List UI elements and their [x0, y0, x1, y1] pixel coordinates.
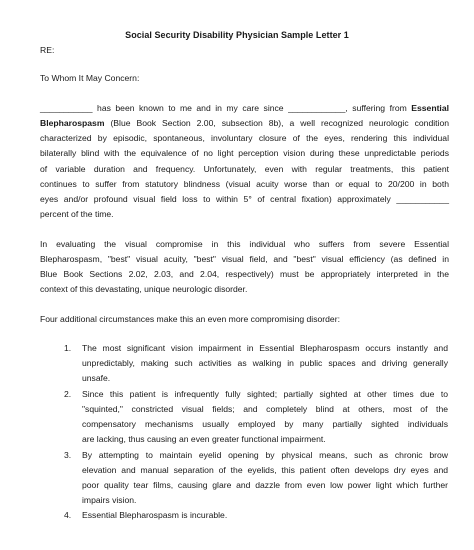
list-item-line: The most significant vision impairment in Essential Blepharospasm occurs instantly and: [82, 343, 448, 353]
list-item-line: poor quality tear films, causing glare and dazzle from even low power light which further: [82, 480, 448, 490]
paragraph1-line: continues to suffer from statutory blindness (visual acuity worse than or equal to 20/200 in both: [40, 179, 449, 189]
paragraph1-line: bilaterally blind with the equivalence of no light perception vision during these unpredictable periods: [40, 148, 449, 158]
paragraph1-line: [40, 118, 449, 129]
salutation: To Whom It May Concern:: [40, 73, 140, 83]
paragraph1-bold-text: Essential: [411, 103, 449, 113]
list-item-line: Since this patient is infrequently fully sighted; partially sighted at other times due to: [82, 389, 448, 399]
list-item-line: unsafe.: [82, 373, 111, 383]
list-item-number: 2.: [64, 389, 72, 399]
paragraph1-line: [40, 103, 449, 114]
list-item-line: impairs vision.: [82, 495, 137, 505]
paragraph2-line: Blepharospasm, "best" visual acuity, "best" visual field, and "best" visual efficiency (as defined in: [40, 254, 449, 264]
list-item-number: 3.: [64, 450, 72, 460]
paragraph1-line: characterized by episodic, spontaneous, involuntary closure of the eyes, rendering this individual: [40, 133, 449, 143]
list-item-number: 4.: [64, 510, 72, 520]
paragraph2-line: Blue Book Sections 2.02, 2.03, and 2.04, respectively) must be appropriately interpreted in the: [40, 269, 449, 279]
paragraph3: Four additional circumstances make this an even more compromising disorder:: [40, 314, 340, 324]
paragraph2-line: In evaluating the visual compromise in this individual who suffers from severe Essential: [40, 239, 449, 249]
paragraph1-bold-text: Blepharospasm: [40, 118, 105, 128]
paragraph1-text: ___________ has been known to me and in my care since ____________, suffering from: [40, 103, 412, 113]
list-item-line: unpredictably, making such activities as walking in public spaces and driving generally: [82, 358, 448, 368]
list-item-line: are lacking, thus causing an even greater functional impairment.: [82, 434, 326, 444]
paragraph1-line: eyes and/or profound visual field loss to within 5° of central fixation) approximately ___________: [40, 194, 449, 204]
list-item-line: Essential Blepharospasm is incurable.: [82, 510, 228, 520]
paragraph1-line: of variable duration and frequency. Unfortunately, even with regular treatments, this patient: [40, 164, 449, 174]
list-item-line: elevation and manual separation of the eyelids, this patient often develops dry eyes and: [82, 465, 448, 475]
re-line: RE:: [40, 45, 55, 55]
list-item-line: "squinted," constricted visual fields; and completely blind at others, most of the: [82, 404, 448, 414]
letter-title: Social Security Disability Physician Sample Letter 1: [125, 30, 349, 40]
paragraph1-text: (Blue Book Section 2.00, subsection 8b), a well recognized neurologic condition: [104, 118, 449, 128]
list-item-number: 1.: [64, 343, 72, 353]
paragraph1-line: percent of the time.: [40, 209, 114, 219]
list-item-line: compensatory mechanisms usually employed by many partially sighted individuals: [82, 419, 448, 429]
list-item-line: By attempting to maintain eyelid opening by physical means, such as chronic brow: [82, 450, 448, 460]
paragraph2-line: context of this devastating, unique neurologic disorder.: [40, 284, 248, 294]
